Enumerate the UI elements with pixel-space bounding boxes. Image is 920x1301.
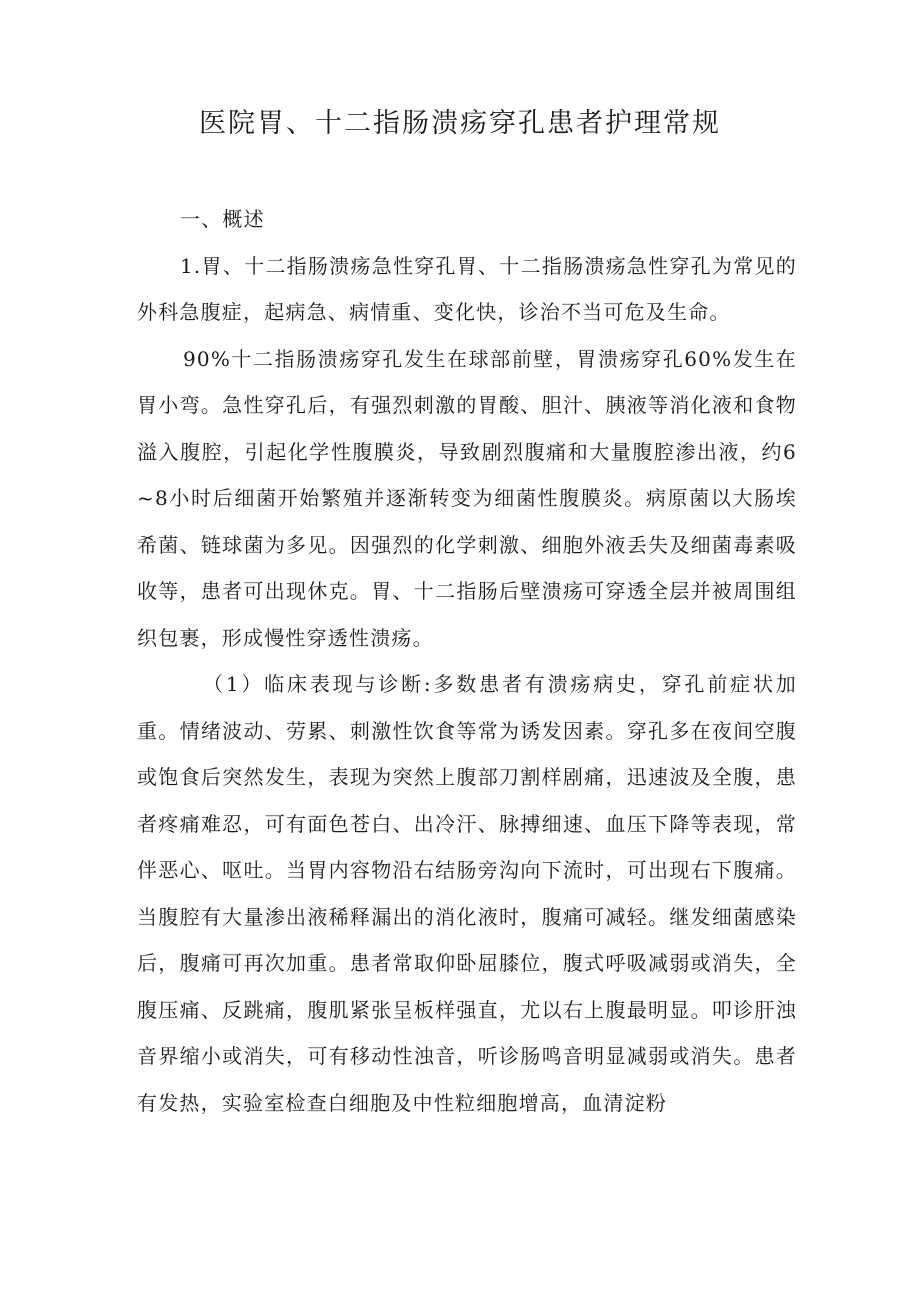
document-body (137, 196, 797, 1126)
document-title: 医院胃、十二指肠溃疡穿孔患者护理常规 (199, 108, 721, 139)
paragraph-overview: 1.胃、十二指肠溃疡急性穿孔胃、十二指肠溃疡急性穿孔为常见的外科急腹症，起病急、病情重、变化快，诊治不当可危及生命。 (137, 253, 797, 324)
section-heading: 一、概述 (180, 207, 265, 231)
paragraph-clinical-presentation: （1）临床表现与诊断:多数患者有溃疡病史，穿孔前症状加重。情绪波动、劳累、刺激性饮食等常为诱发因素。穿孔多在夜间空腹或饱食后突然发生，表现为突然上腹部刀割样剧痛，迅速波及全腹，患者疼痛难忍，可有面色苍白、出冷汗、脉搏细速、血压下降等表现，常伴恶心、呕吐。当胃内容物沿右结肠旁沟向下流时，可出现右下腹痛。当腹腔有大量渗出液稀释漏出的消化液时，腹痛可减轻。继发细菌感染后，腹痛可再次加重。患者常取仰卧屈膝位，腹式呼吸减弱或消失，全腹压痛、反跳痛，腹肌紧张呈板样强直，尤以右上腹最明显。叩诊肝浊音界缩小或消失，可有移动性浊音，听诊肠鸣音明显减弱或消失。患者有发热，实验室检查白细胞及中性粒细胞增高，血清淀粉 (137, 672, 797, 1115)
paragraph-pathology: 90%十二指肠溃疡穿孔发生在球部前壁，胃溃疡穿孔60%发生在胃小弯。急性穿孔后，有强烈刺激的胃酸、胆汁、胰液等消化液和食物溢入腹腔，引起化学性腹膜炎，导致剧烈腹痛和大量腹腔渗出液，约6~8小时后细菌开始繁殖并逐渐转变为细菌性腹膜炎。病原菌以大肠埃希菌、链球菌为多见。因强烈的化学刺激、细胞外液丢失及细菌毒素吸收等，患者可出现休克。胃、十二指肠后壁溃疡可穿透全层并被周围组织包裹，形成慢性穿透性溃疡。 (137, 346, 797, 650)
